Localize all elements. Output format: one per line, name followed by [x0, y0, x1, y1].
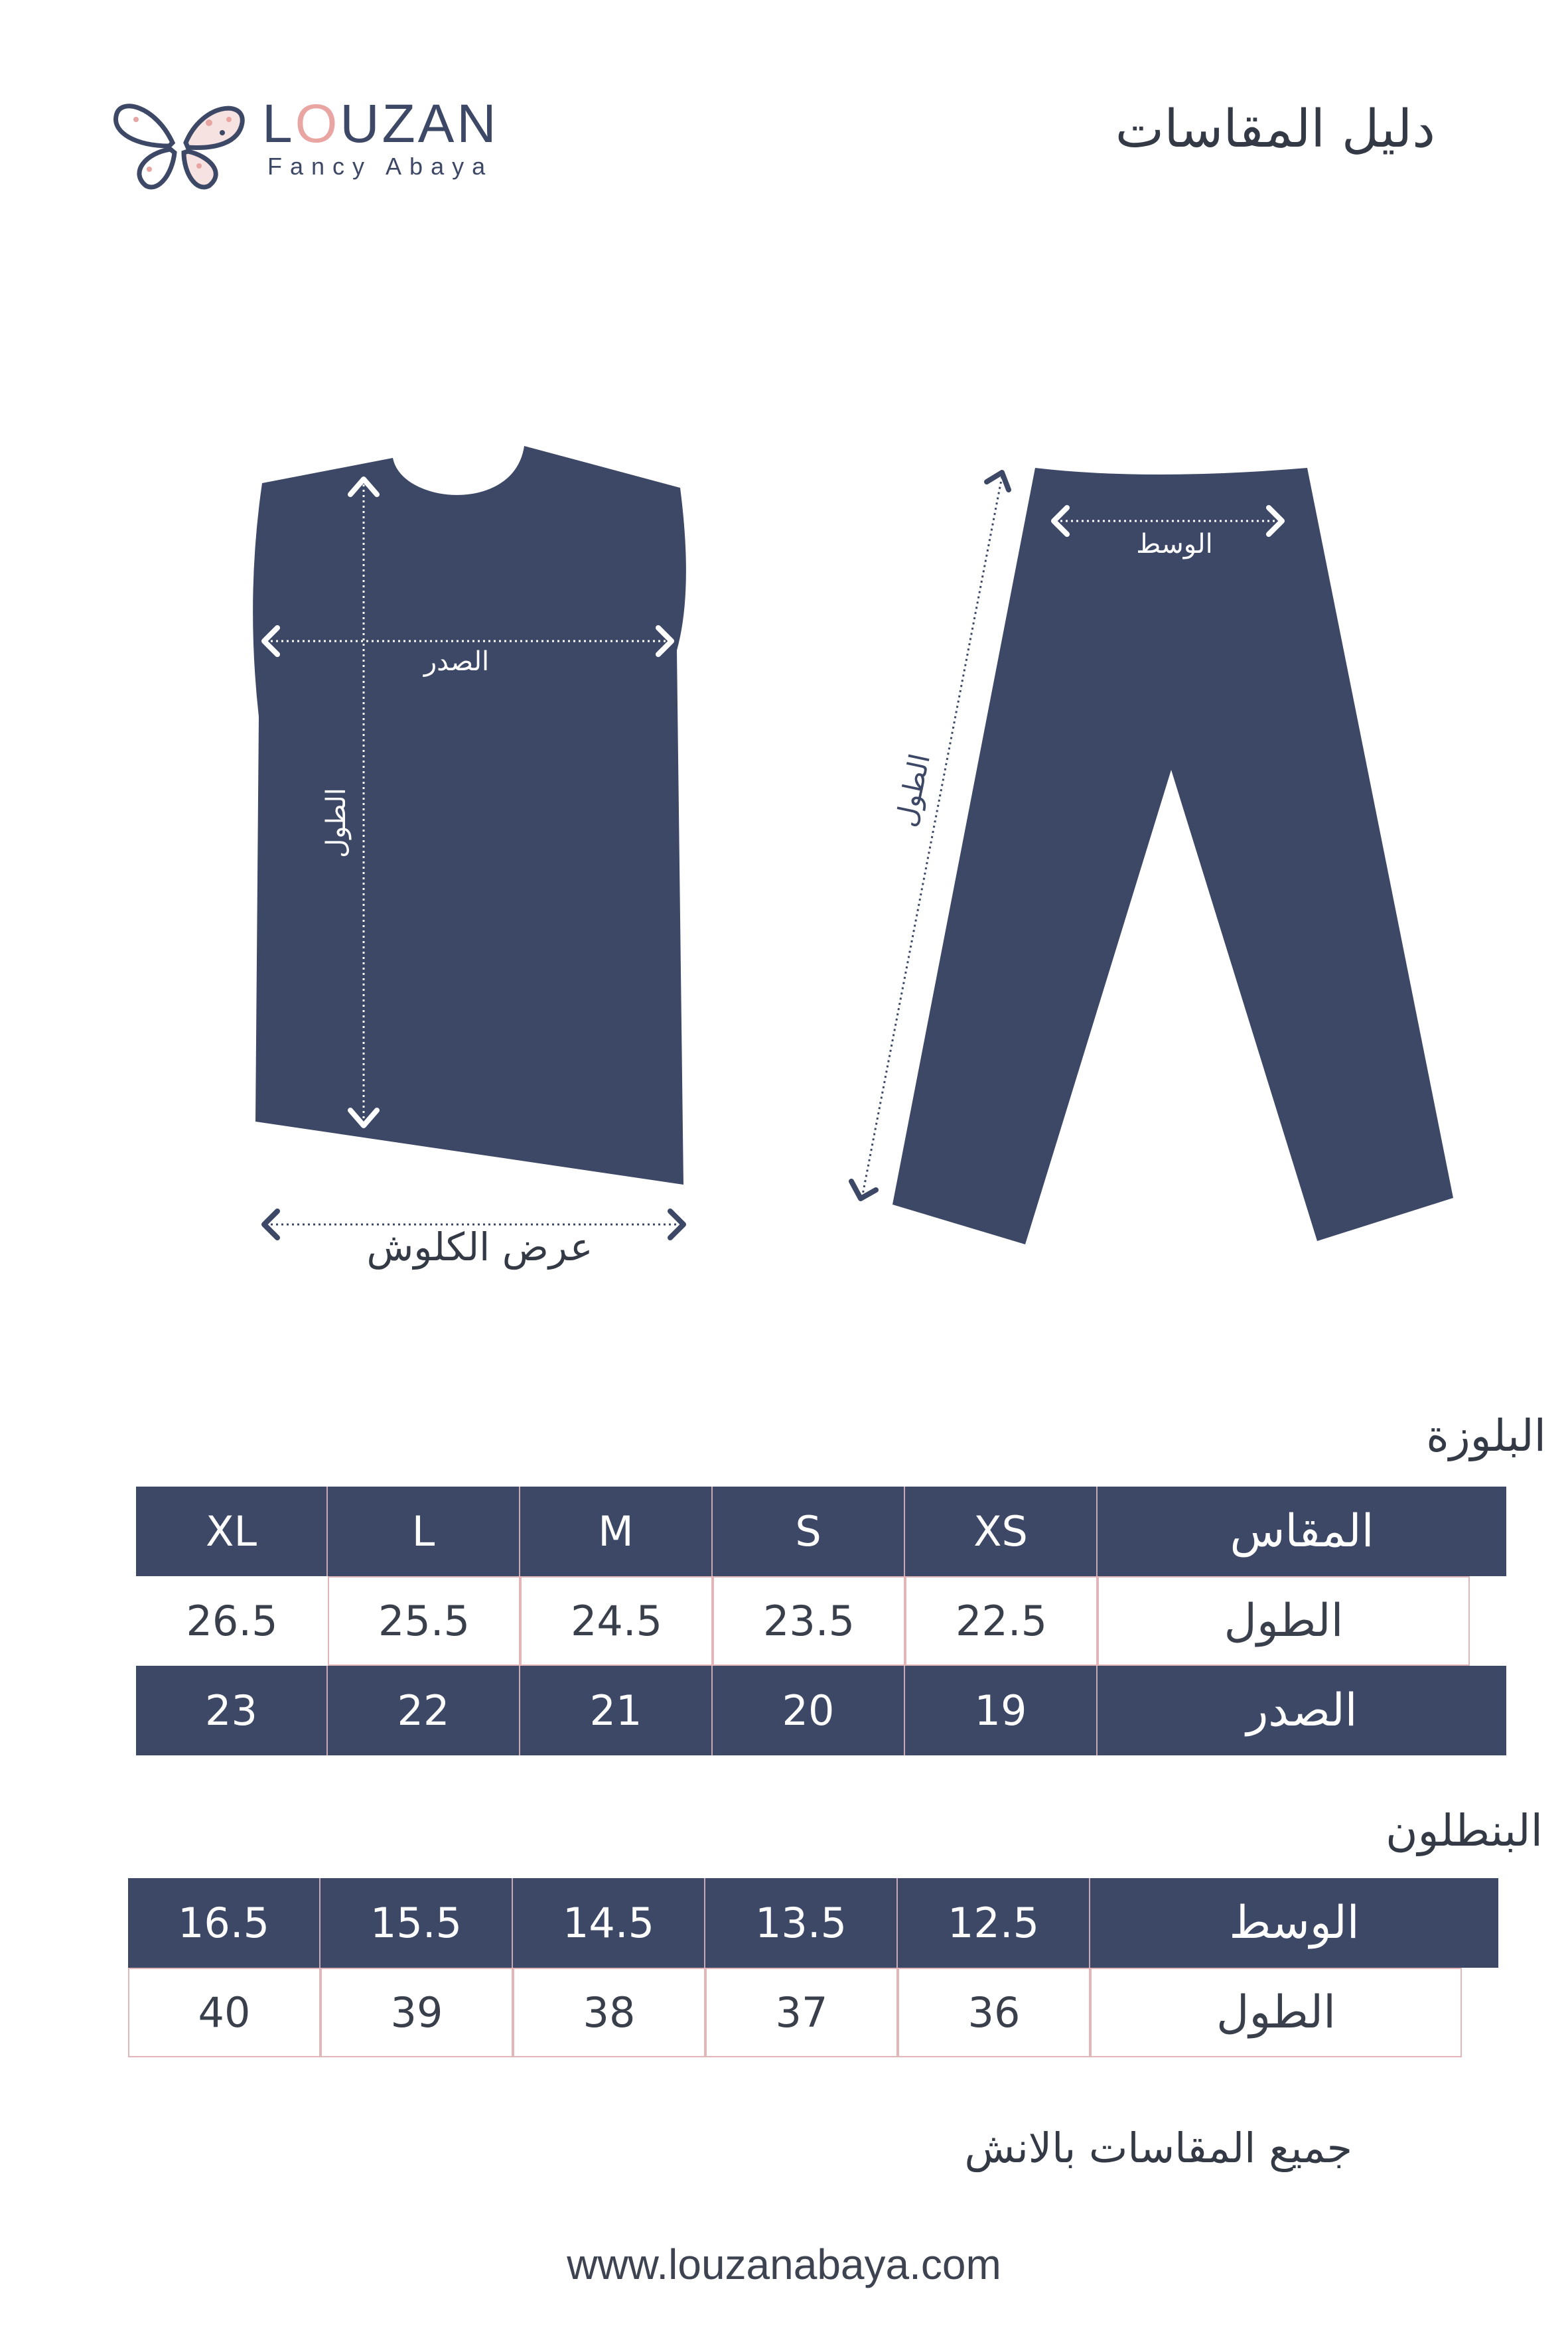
- brand-logo: [109, 86, 521, 192]
- blouse-chest-label: الصدر: [423, 646, 490, 677]
- website-url[interactable]: www.louzanabaya.com: [567, 2241, 1001, 2288]
- blouse-size-table: [136, 1487, 1506, 1755]
- table-cell: 13.5: [705, 1878, 898, 1968]
- brand-tagline: Fancy Abaya: [267, 153, 494, 180]
- table-cell: 23: [136, 1666, 328, 1755]
- table-cell: 15.5: [321, 1878, 513, 1968]
- pants-length-label: الطول: [889, 751, 937, 830]
- units-note: جميع المقاسات بالانش: [964, 2124, 1352, 2172]
- table-cell: 38: [513, 1968, 705, 2057]
- size-m: M: [520, 1487, 713, 1576]
- table-cell: 12.5: [898, 1878, 1090, 1968]
- blouse-hem-width-label: عرض الكلوش: [366, 1224, 593, 1270]
- table-cell: 19: [905, 1666, 1098, 1755]
- table-cell: 24.5: [520, 1576, 713, 1666]
- blouse-length-label: الطول: [321, 788, 352, 858]
- table-cell: 21: [520, 1666, 713, 1755]
- table-cell: 20: [713, 1666, 905, 1755]
- size-l: L: [328, 1487, 520, 1576]
- table-cell: 39: [321, 1968, 513, 2057]
- size-s: S: [713, 1487, 905, 1576]
- blouse-length-row: [136, 1576, 1470, 1666]
- table-cell: 22: [328, 1666, 520, 1755]
- blouse-section-title: البلوزة: [1426, 1410, 1546, 1461]
- pants-shape: [892, 468, 1453, 1244]
- brand-name: LOUZAN: [262, 94, 499, 154]
- pants-length-row: [128, 1968, 1462, 2057]
- table-cell: 26.5: [136, 1576, 328, 1666]
- row-label: الوسط: [1229, 1897, 1360, 1949]
- row-label: الصدر: [1246, 1684, 1358, 1737]
- table-cell: 25.5: [328, 1576, 520, 1666]
- table-cell: 40: [128, 1968, 321, 2057]
- size-xs: XS: [905, 1487, 1098, 1576]
- butterfly-logo-icon: [109, 93, 249, 192]
- blouse-chest-row: [136, 1666, 1506, 1755]
- table-cell: 23.5: [713, 1576, 905, 1666]
- size-xl: XL: [136, 1487, 328, 1576]
- table-cell: 16.5: [128, 1878, 321, 1968]
- blouse-shape: [253, 446, 686, 1185]
- page-title: دليل المقاسات: [1115, 100, 1435, 159]
- garment-illustrations: [0, 398, 1568, 1327]
- pants-waist-label: الوسط: [1136, 529, 1213, 559]
- table-cell: 22.5: [905, 1576, 1098, 1666]
- table-cell: 36: [898, 1968, 1090, 2057]
- size-header-label: المقاس: [1230, 1505, 1374, 1558]
- table-cell: 37: [705, 1968, 898, 2057]
- pants-section-title: البنطلون: [1386, 1805, 1543, 1856]
- pants-waist-row: [128, 1878, 1498, 1968]
- table-cell: 14.5: [513, 1878, 705, 1968]
- row-label: الطول: [1090, 1968, 1462, 2057]
- blouse-header-row: [136, 1487, 1506, 1576]
- pants-size-table: [128, 1878, 1498, 2057]
- row-label: الطول: [1098, 1576, 1470, 1666]
